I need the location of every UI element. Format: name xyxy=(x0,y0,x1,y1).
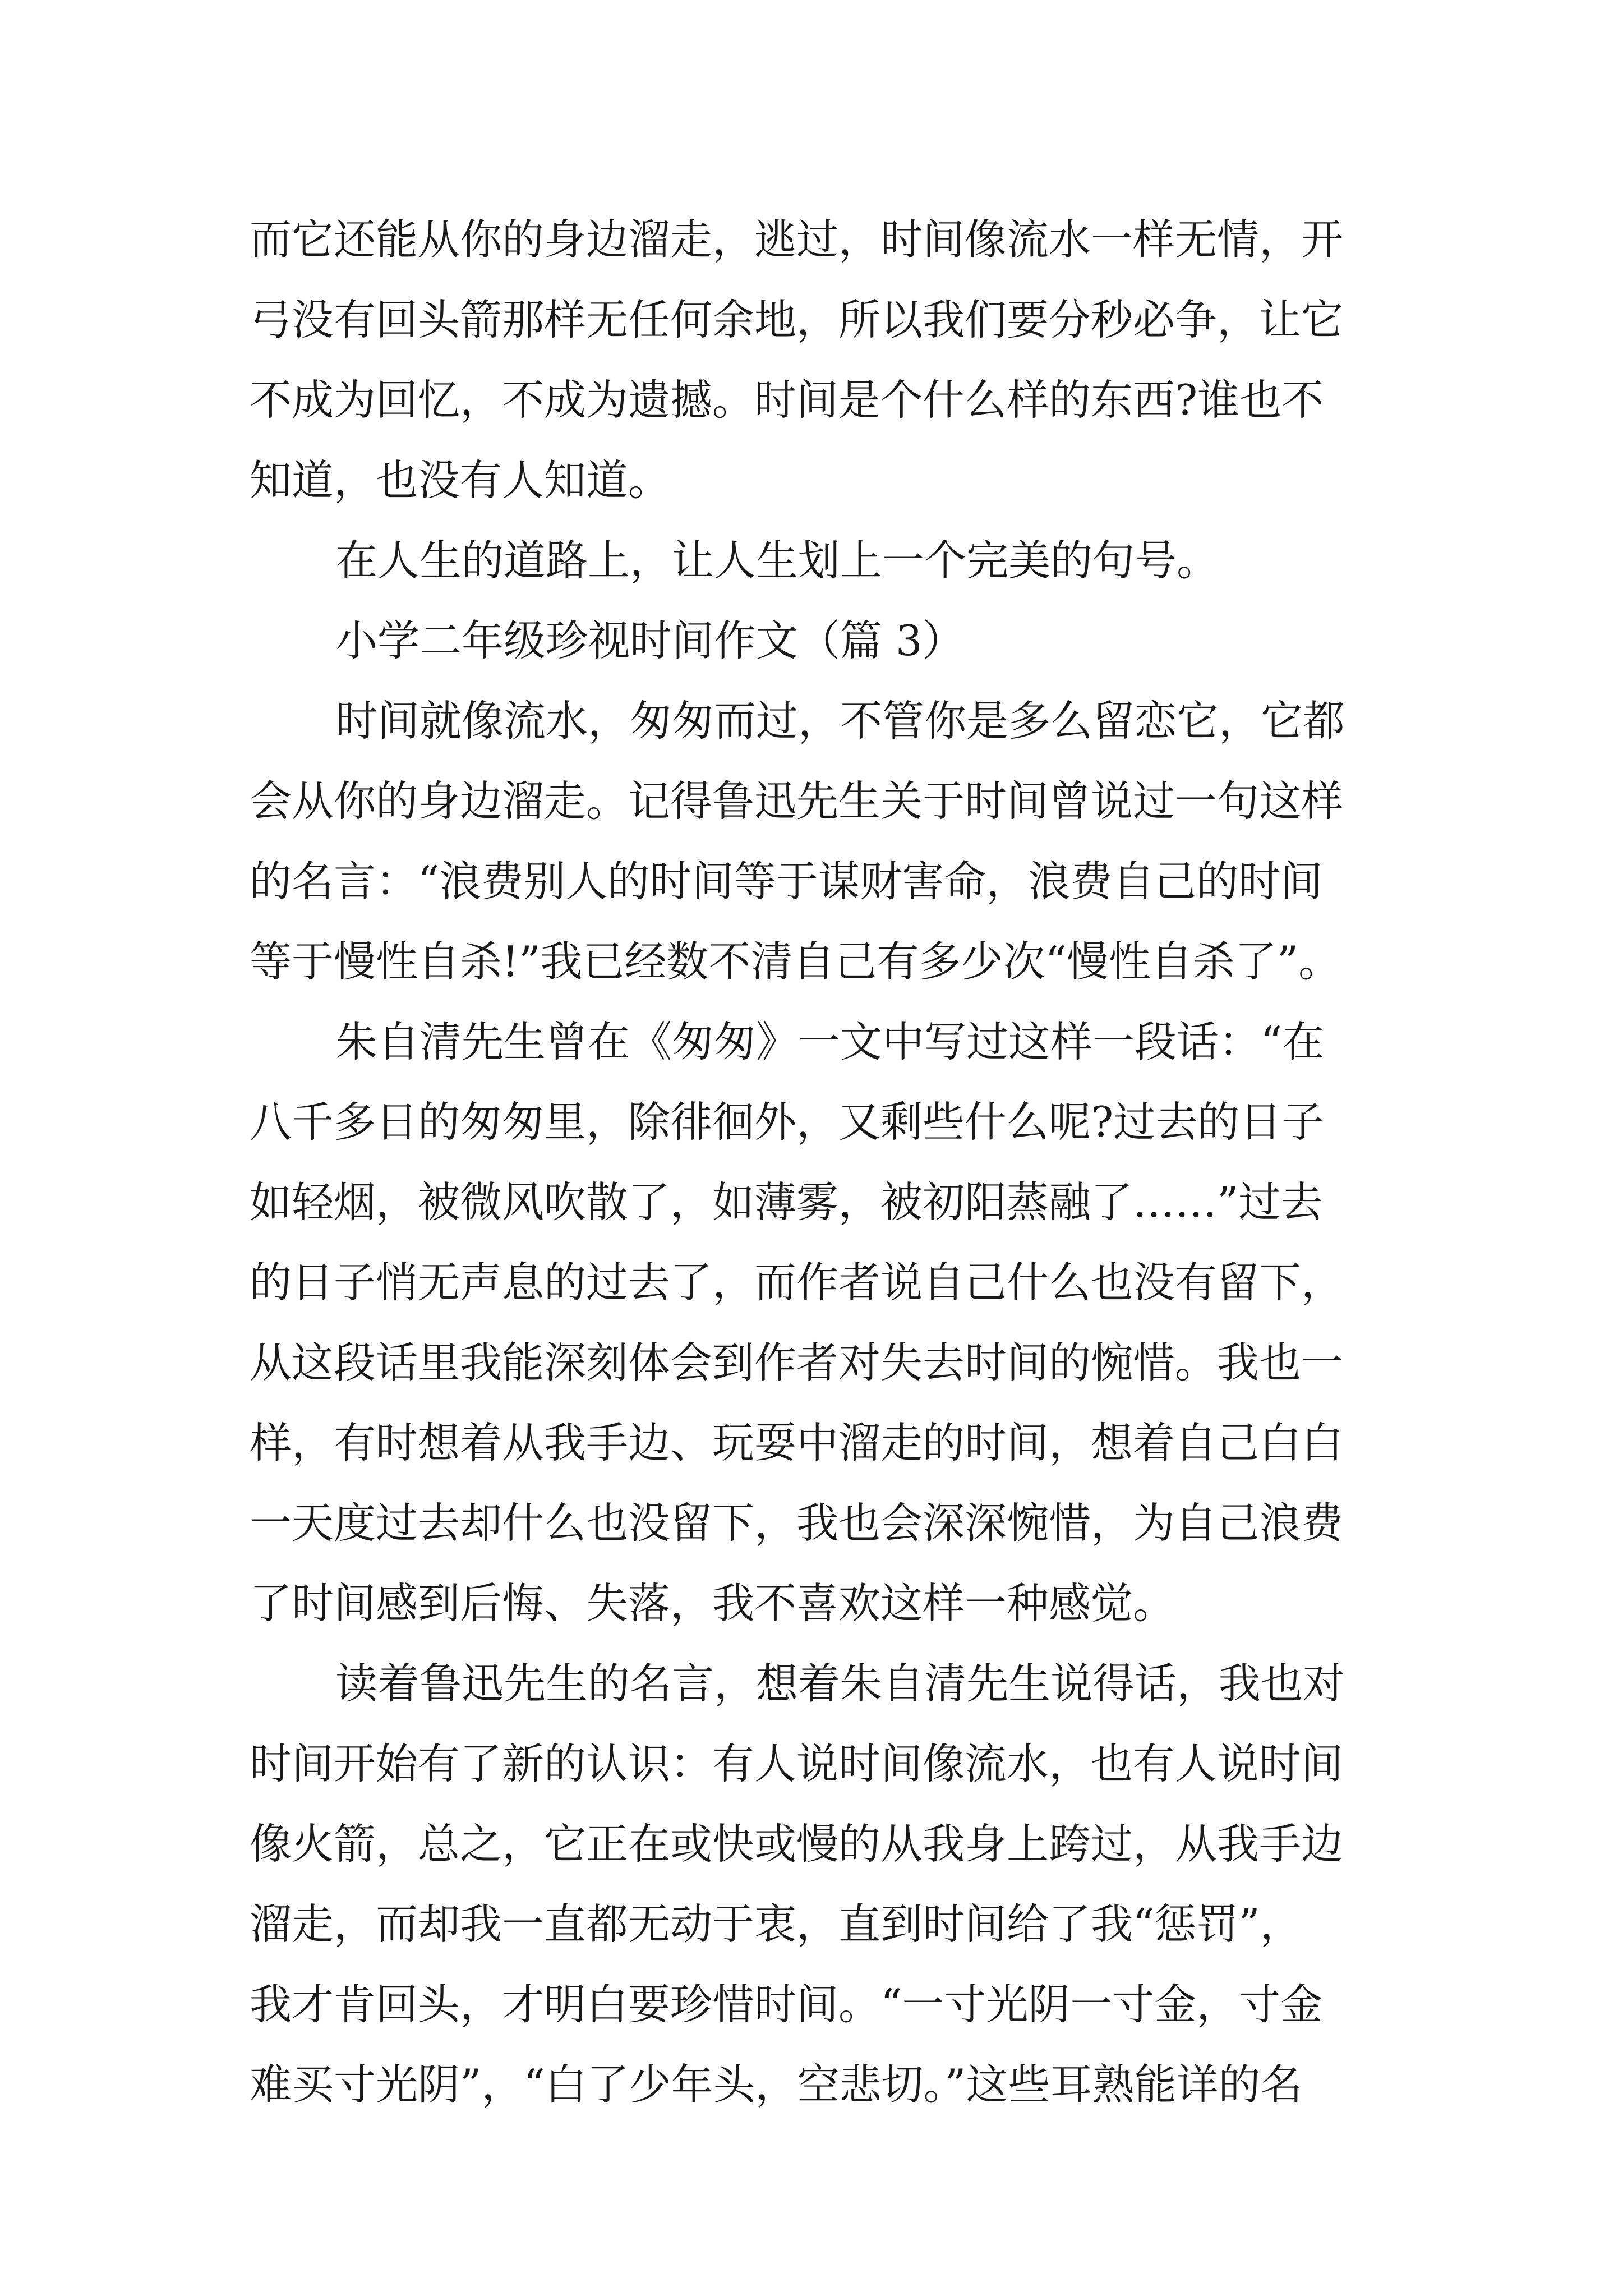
text-line: 读着鲁迅先生的名言，想着朱自清先生说得话，我也对 xyxy=(335,1659,1345,1708)
text-line: 难买寸光阴”，“白了少年头，空悲切。”这些耳熟能详的名 xyxy=(250,2060,1303,2109)
text-line: 弓没有回头箭那样无任何余地，所以我们要分秒必争，让它 xyxy=(250,295,1344,344)
text-line: 的名言：“浪费别人的时间等于谋财害命，浪费自己的时间 xyxy=(250,857,1323,906)
text-line: 从这段话里我能深刻体会到作者对失去时间的惋惜。我也一 xyxy=(250,1338,1344,1387)
text-line: 在人生的道路上，让人生划上一个完美的句号。 xyxy=(335,536,1219,585)
text-line: 不成为回忆，不成为遗撼。时间是个什么样的东西?谁也不 xyxy=(250,375,1324,425)
text-line: 知道，也没有人知道。 xyxy=(250,455,671,505)
text-line: 的日子悄无声息的过去了，而作者说自己什么也没有留下， xyxy=(250,1258,1344,1307)
text-line: 等于慢性自杀!”我已经数不清自己有多少次“慢性自杀了”。 xyxy=(250,937,1341,986)
text-line: 了时间感到后悔、失落，我不喜欢这样一种感觉。 xyxy=(250,1579,1175,1628)
section-heading: 小学二年级珍视时间作文（篇 3） xyxy=(335,616,965,665)
text-line: 而它还能从你的身边溜走，逃过，时间像流水一样无情，开 xyxy=(250,215,1344,264)
text-line: 会从你的身边溜走。记得鲁迅先生关于时间曾说过一句这样 xyxy=(250,776,1344,826)
text-line: 像火箭，总之，它正在或快或慢的从我身上跨过，从我手边 xyxy=(250,1819,1344,1869)
text-line: 时间就像流水，匆匆而过，不管你是多么留恋它，它都 xyxy=(335,696,1345,746)
text-line: 样，有时想着从我手边、玩耍中溜走的时间，想着自己白白 xyxy=(250,1418,1344,1467)
text-line: 一天度过去却什么也没留下，我也会深深惋惜，为自己浪费 xyxy=(250,1498,1344,1548)
text-line: 时间开始有了新的认识：有人说时间像流水，也有人说时间 xyxy=(250,1739,1344,1788)
text-line: 我才肯回头，才明白要珍惜时间。“一寸光阴一寸金，寸金 xyxy=(250,1980,1323,2029)
text-line: 朱自清先生曾在《匆匆》一文中写过这样一段话：“在 xyxy=(335,1017,1325,1066)
text-line: 溜走，而却我一直都无动于衷，直到时间给了我“惩罚”， xyxy=(250,1899,1302,1949)
text-line: 八千多日的匆匆里，除徘徊外，又剩些什么呢?过去的日子 xyxy=(250,1097,1324,1147)
text-line: 如轻烟，被微风吹散了，如薄雾，被初阳蒸融了……”过去 xyxy=(250,1177,1323,1227)
